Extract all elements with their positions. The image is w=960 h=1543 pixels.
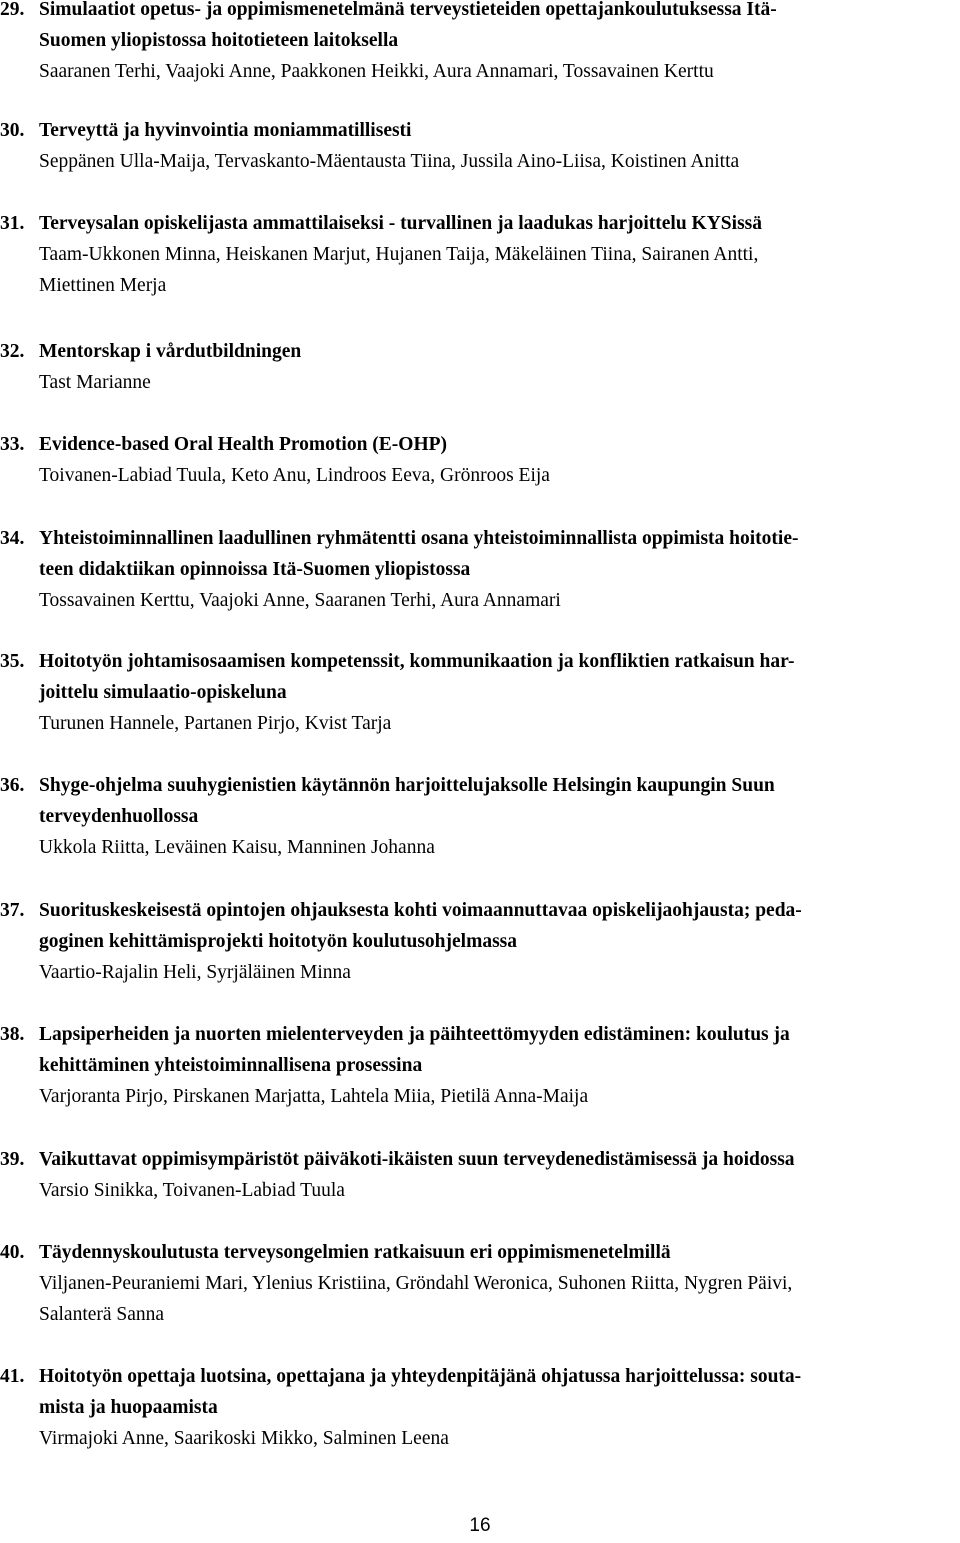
list-item [0,336,960,398]
entry-authors: Vaartio-Rajalin Heli, Syrjäläinen Minna [39,962,351,983]
entry-title: Terveyttä ja hyvinvointia moniammatillisesti [39,120,412,141]
entry-authors: Varjoranta Pirjo, Pirskanen Marjatta, Lahtela Miia, Pietilä Anna-Maija [39,1086,589,1107]
entry-authors-line [0,1081,960,1112]
entry-authors: Taam-Ukkonen Minna, Heiskanen Marjut, Hujanen Taija, Mäkeläinen Tiina, Sairanen Antti, [39,244,759,265]
entry-number: 33. [0,434,25,455]
list-item [0,1237,960,1330]
entry-number: 36. [0,775,25,796]
entry-title-line [0,208,960,239]
entry-authors: Tossavainen Kerttu, Vaajoki Anne, Saaranen Terhi, Aura Annamari [39,590,561,611]
entry-authors-line [0,832,960,863]
list-item [0,523,960,616]
list-item [0,115,960,177]
entry-authors: Saaranen Terhi, Vaajoki Anne, Paakkonen Heikki, Aura Annamari, Tossavainen Kerttu [39,61,714,82]
entry-authors-line [0,239,960,270]
entry-title-line [0,1237,960,1268]
entry-number: 31. [0,213,25,234]
entry-title-line [0,1392,960,1423]
entry-title-line [0,1050,960,1081]
list-item [0,646,960,739]
entry-authors-line [0,957,960,988]
list-item [0,429,960,491]
list-item [0,895,960,988]
entry-number: 29. [0,0,25,20]
entry-title: mista ja huopaamista [39,1397,218,1418]
entry-authors-line [0,1423,960,1454]
entry-title: Suorituskeskeisestä opintojen ohjauksesta kohti voimaannuttavaa opiskelijaohjausta; peda- [39,900,802,921]
entry-title: Evidence-based Oral Health Promotion (E-OHP) [39,434,448,455]
entry-authors-line [0,1175,960,1206]
list-item [0,1144,960,1206]
entry-title: Täydennyskoulutusta terveysongelmien ratkaisuun eri oppimismenetelmillä [39,1242,671,1263]
entry-authors: Miettinen Merja [39,275,167,296]
entry-title: Lapsiperheiden ja nuorten mielenterveyden ja päihteettömyyden edistäminen: koulutus ja [39,1024,790,1045]
entry-title: goginen kehittämisprojekti hoitotyön koulutusohjelmassa [39,931,517,952]
entry-title-line [0,926,960,957]
entry-number: 32. [0,341,25,362]
entry-title-line [0,0,960,25]
entry-authors: Seppänen Ulla-Maija, Tervaskanto-Mäentausta Tiina, Jussila Aino-Liisa, Koistinen Anitta [39,151,740,172]
entry-authors: Tast Marianne [39,372,151,393]
entry-number: 35. [0,651,25,672]
entry-number: 40. [0,1242,25,1263]
entry-title-line [0,770,960,801]
entry-title: Vaikuttavat oppimisympäristöt päiväkoti-ikäisten suun terveydenedistämisessä ja hoidossa [39,1149,795,1170]
entry-authors-line [0,460,960,491]
entry-authors-line [0,56,960,87]
entry-authors: Ukkola Riitta, Leväinen Kaisu, Manninen Johanna [39,837,435,858]
entry-title: joittelu simulaatio-opiskeluna [39,682,287,703]
entry-authors: Salanterä Sanna [39,1304,165,1325]
entry-title-line [0,677,960,708]
entry-authors-line [0,367,960,398]
entry-number: 37. [0,900,25,921]
entry-title-line [0,1361,960,1392]
entry-title-line [0,25,960,56]
entry-title: Simulaatiot opetus- ja oppimismenetelmänä terveystieteiden opettajankoulutuksessa Itä- [39,0,777,20]
list-item [0,1361,960,1454]
entry-title-line [0,523,960,554]
entry-authors-line [0,1299,960,1330]
entry-number: 41. [0,1366,25,1387]
entry-title-line [0,646,960,677]
list-item [0,208,960,301]
list-item [0,0,960,87]
entry-title: Shyge-ohjelma suuhygienistien käytännön harjoittelujaksolle Helsingin kaupungin Suun [39,775,775,796]
entry-authors: Turunen Hannele, Partanen Pirjo, Kvist Tarja [39,713,392,734]
entry-authors: Varsio Sinikka, Toivanen-Labiad Tuula [39,1180,345,1201]
entry-title-line [0,1144,960,1175]
entry-authors: Toivanen-Labiad Tuula, Keto Anu, Lindroos Eeva, Grönroos Eija [39,465,550,486]
entry-title: Yhteistoiminnallinen laadullinen ryhmätentti osana yhteistoiminnallista oppimista hoitotie- [39,528,799,549]
entry-authors-line [0,1268,960,1299]
entry-title-line [0,115,960,146]
list-item [0,770,960,863]
entry-title: Suomen yliopistossa hoitotieteen laitoksella [39,30,399,51]
entry-title-line [0,554,960,585]
entry-title: teen didaktiikan opinnoissa Itä-Suomen yliopistossa [39,559,471,580]
entry-authors-line [0,585,960,616]
entry-number: 38. [0,1024,25,1045]
entry-number: 34. [0,528,25,549]
entry-title: Hoitotyön opettaja luotsina, opettajana ja yhteydenpitäjänä ohjatussa harjoittelussa: souta- [39,1366,802,1387]
entry-title-line [0,1019,960,1050]
entry-title: kehittäminen yhteistoiminnallisena prosessina [39,1055,423,1076]
entry-authors-line [0,708,960,739]
entry-title: terveydenhuollossa [39,806,199,827]
page-number: 16 [469,1515,491,1536]
entry-number: 39. [0,1149,25,1170]
entry-title-line [0,895,960,926]
list-item [0,1019,960,1112]
entry-title: Terveysalan opiskelijasta ammattilaiseksi - turvallinen ja laadukas harjoittelu KYSissä [39,213,762,234]
entry-title: Hoitotyön johtamisosaamisen kompetenssit, kommunikaation ja konfliktien ratkaisun har- [39,651,795,672]
entry-title-line [0,801,960,832]
entry-title: Mentorskap i vårdutbildningen [39,341,302,362]
entry-title-line [0,336,960,367]
entry-authors: Virmajoki Anne, Saarikoski Mikko, Salminen Leena [39,1428,449,1449]
entry-authors-line [0,146,960,177]
entry-authors: Viljanen-Peuraniemi Mari, Ylenius Kristiina, Gröndahl Weronica, Suhonen Riitta, Nygren Päivi, [39,1273,793,1294]
entry-authors-line [0,270,960,301]
entry-title-line [0,429,960,460]
entry-number: 30. [0,120,25,141]
